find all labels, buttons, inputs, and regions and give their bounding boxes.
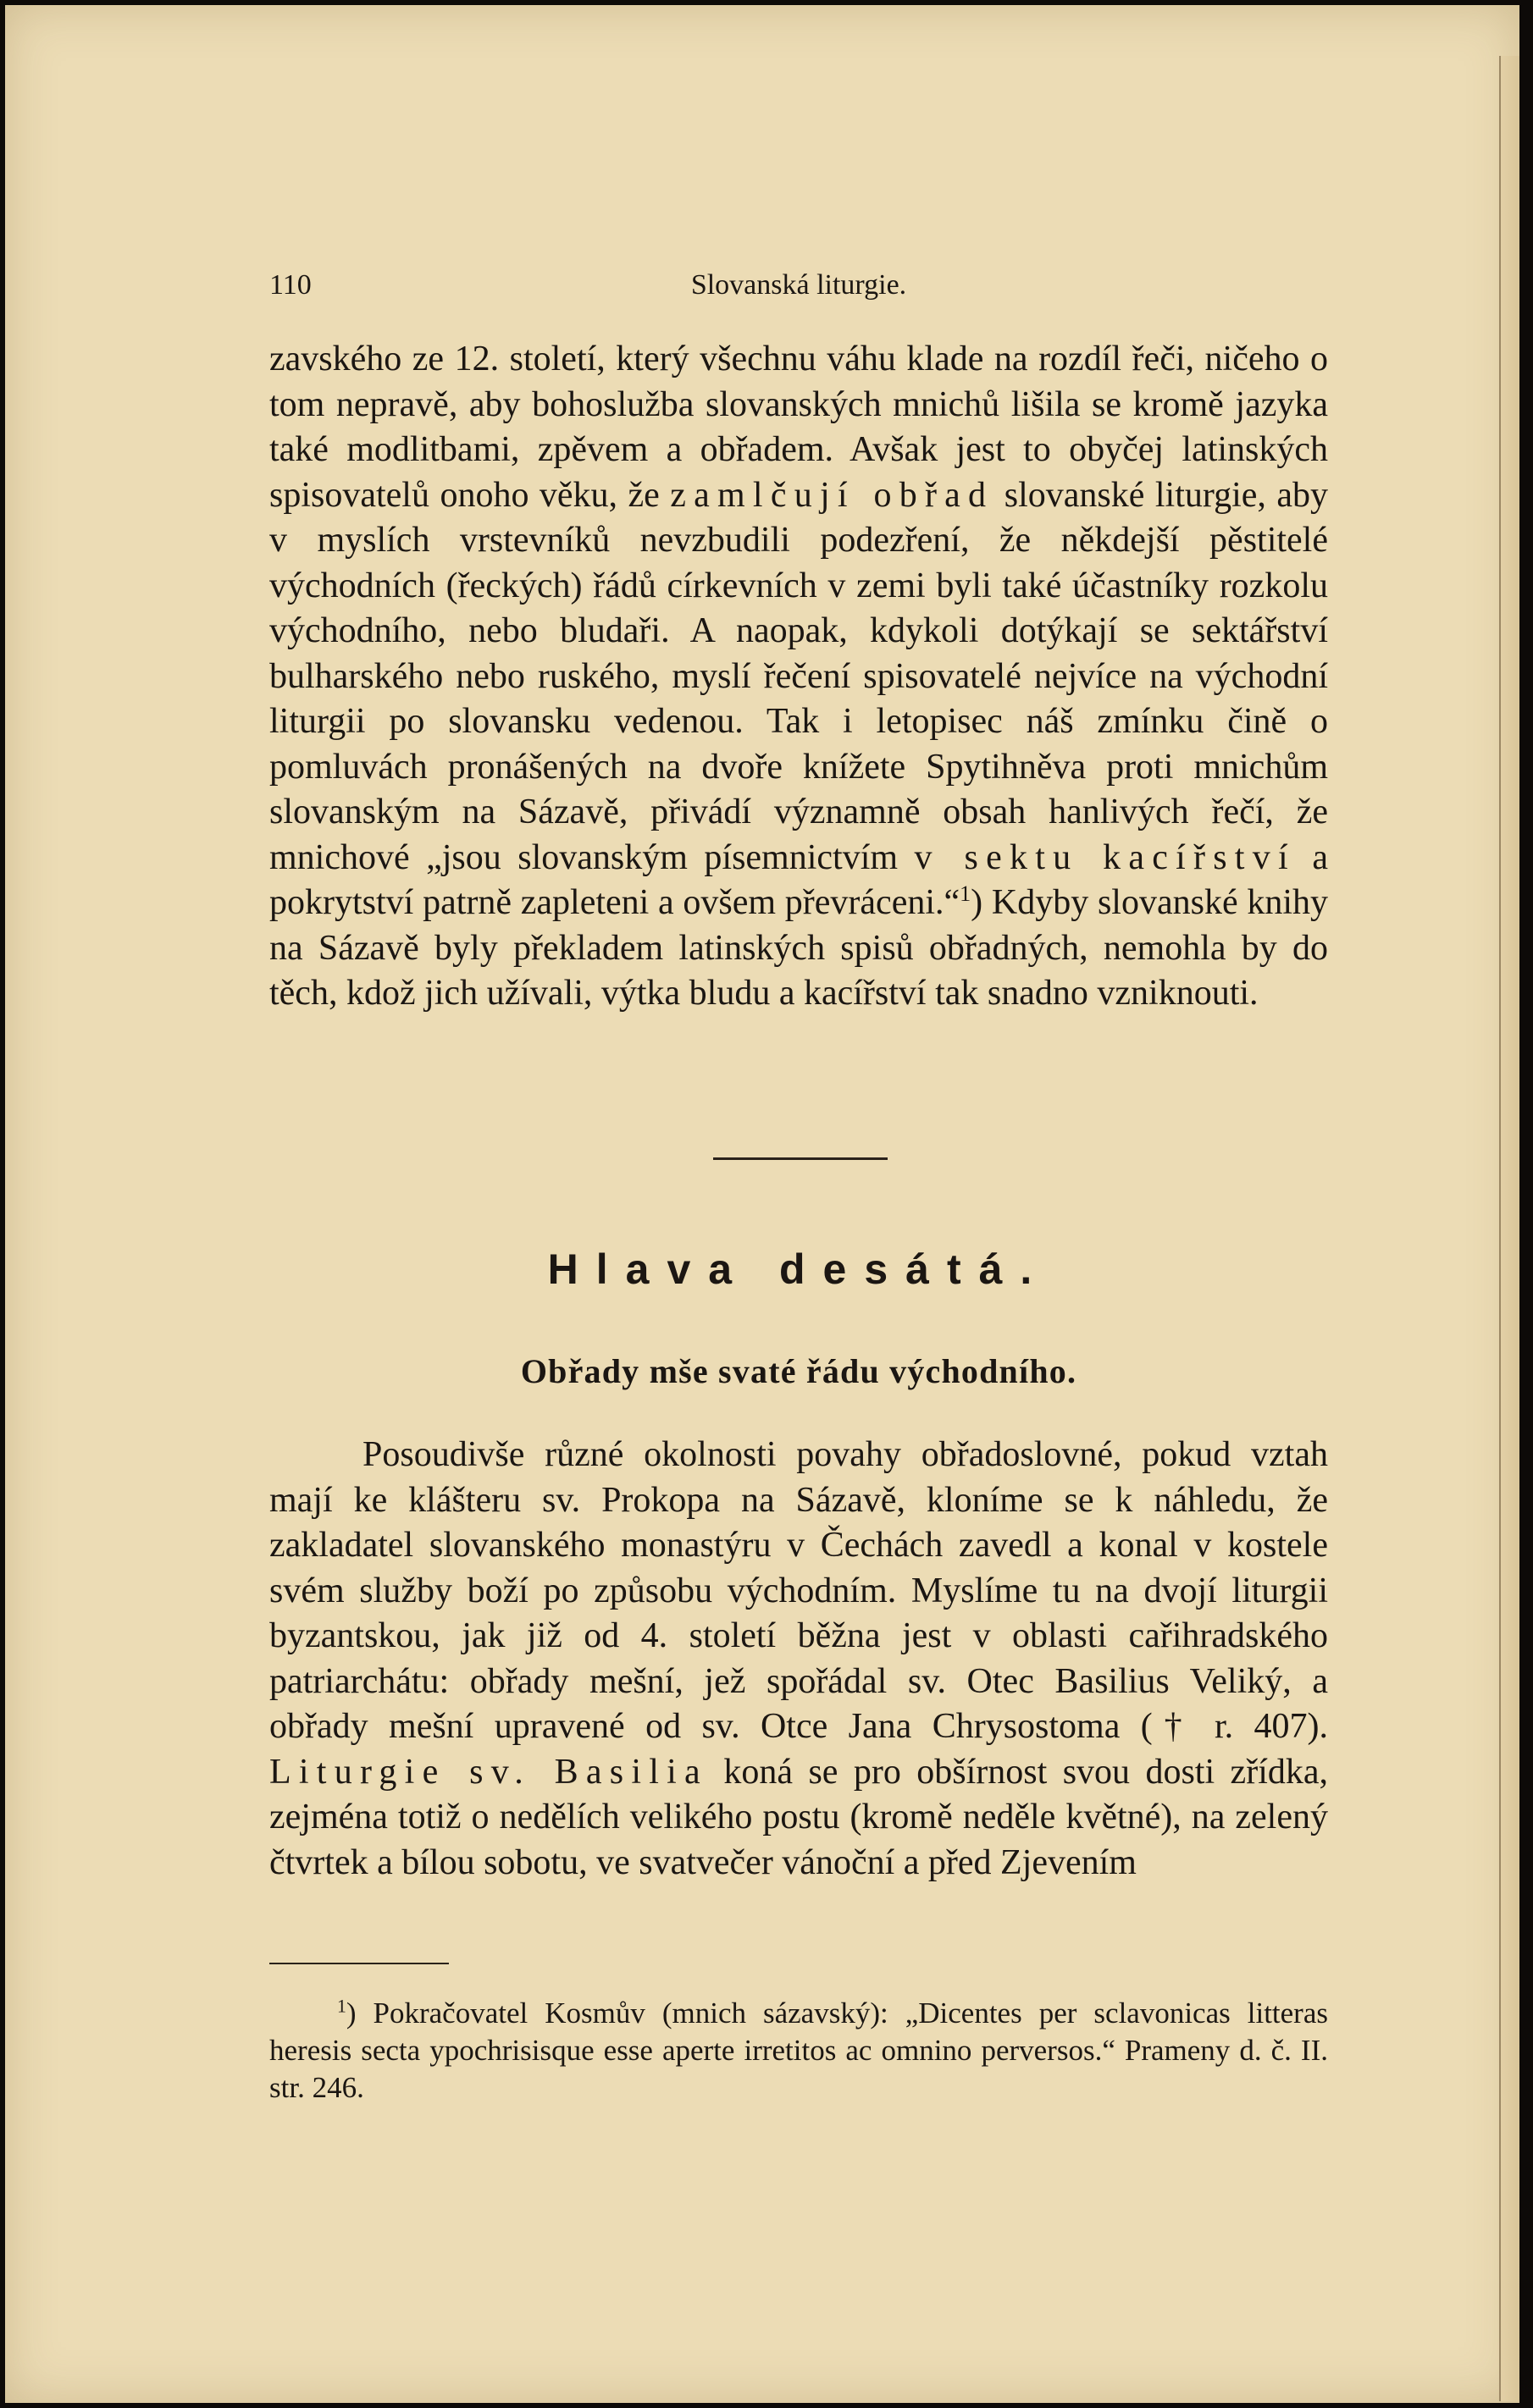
- chapter-title: Hlava desátá.: [547, 1245, 1050, 1293]
- paragraph-1-spaced-d: v sektu kacířství: [914, 837, 1296, 877]
- paragraph-1-text-c: slovanské liturgie, aby v myslích vrstevníků nevzbudili podezření, že někdejší pěstitelé východních (řeckých) řádů církevních v zemi byli také účastníky rozkolu východního, nebo bludaři. A naopak, kdykoli dotýkají se sektářství bulharského nebo ruského, myslí řečení spisovatelé nejvíce na východní liturgii po slovansku vedenou. Tak i letopisec náš zmínku čině o pomluvách pronášených na dvoře knížete Spytihněva proti mnichům slovanským na Sázavě, přivádí významně obsah hanlivých řečí, že mnichové „jsou slovanským písemnictvím: [269, 475, 1329, 877]
- footnote-marker: 1: [337, 1996, 346, 2017]
- footnote-reference: 1: [960, 881, 971, 906]
- footnote-text: ) Pokračovatel Kosmův (mnich sázavský): „Dicentes per sclavonicas litteras heresis secta ypochrisisque esse aperte irretitos ac omnino perversos.“ Prameny d. č. II. str. 246.: [269, 1997, 1328, 2104]
- page-header: [269, 269, 1328, 303]
- section-divider: [713, 1157, 888, 1160]
- page-number: 110: [269, 269, 312, 301]
- page-edge: [1499, 56, 1519, 2401]
- paragraph-1: [269, 337, 1328, 1017]
- paragraph-1-spaced-b: zamlčují obřad: [670, 475, 994, 515]
- paragraph-2-spaced-b: Liturgie sv. Basilia: [269, 1752, 708, 1792]
- paragraph-1-text-e: a pokrytství patrně zapleteni a ovšem převráceni.“: [269, 837, 1328, 922]
- footnote: [269, 1995, 1328, 2107]
- paragraph-1-text-g: ) Kdyby slovanské knihy na Sázavě byly překladem latinských spisů obřadných, nemohla by do těch, kdož jich užívali, výtka bludu a kacířství tak snadno vzniknouti.: [269, 883, 1328, 1013]
- running-title: Slovanská liturgie.: [690, 269, 907, 301]
- paragraph-2: [269, 1433, 1328, 1886]
- paragraph-2-text-a: Posoudivše různé okolnosti povahy obřadoslovné, pokud vztah mají ke klášteru sv. Prokopa na Sázavě, kloníme se k náhledu, že zakladatel slovanského monastýru v Čechách zavedl a konal v kostele svém služby boží po způsobu východním. Myslíme tu na dvojí liturgii byzantskou, jak již od 4. století běžna jest v oblasti cařihradského patriarchátu: obřady mešní, jež spořádal sv. Otec Basilius Veliký, a obřady mešní upravené od sv. Otce Jana Chrysostoma († r. 407).: [269, 1435, 1328, 1746]
- footnote-divider: [269, 1963, 449, 1964]
- paragraph-2-text-c: koná se pro obšírnost svou dosti zřídka, zejména totiž o nedělích velikého postu (kromě neděle květné), na zelený čtvrtek a bílou sobotu, ve svatvečer vánoční a před Zjevením: [269, 1752, 1328, 1882]
- paragraph-1-text-a: zavského ze 12. století, který všechnu váhu klade na rozdíl řeči, ničeho o tom nepravě, aby bohoslužba slovanských mnichů lišila se kromě jazyka také modlitbami, zpěvem a obřadem. Avšak jest to obyčej latinských spisovatelů onoho věku, že: [269, 340, 1328, 515]
- footnote-lead: [269, 1997, 346, 2030]
- chapter-subtitle: Obřady mše svaté řádu východního.: [520, 1352, 1077, 1390]
